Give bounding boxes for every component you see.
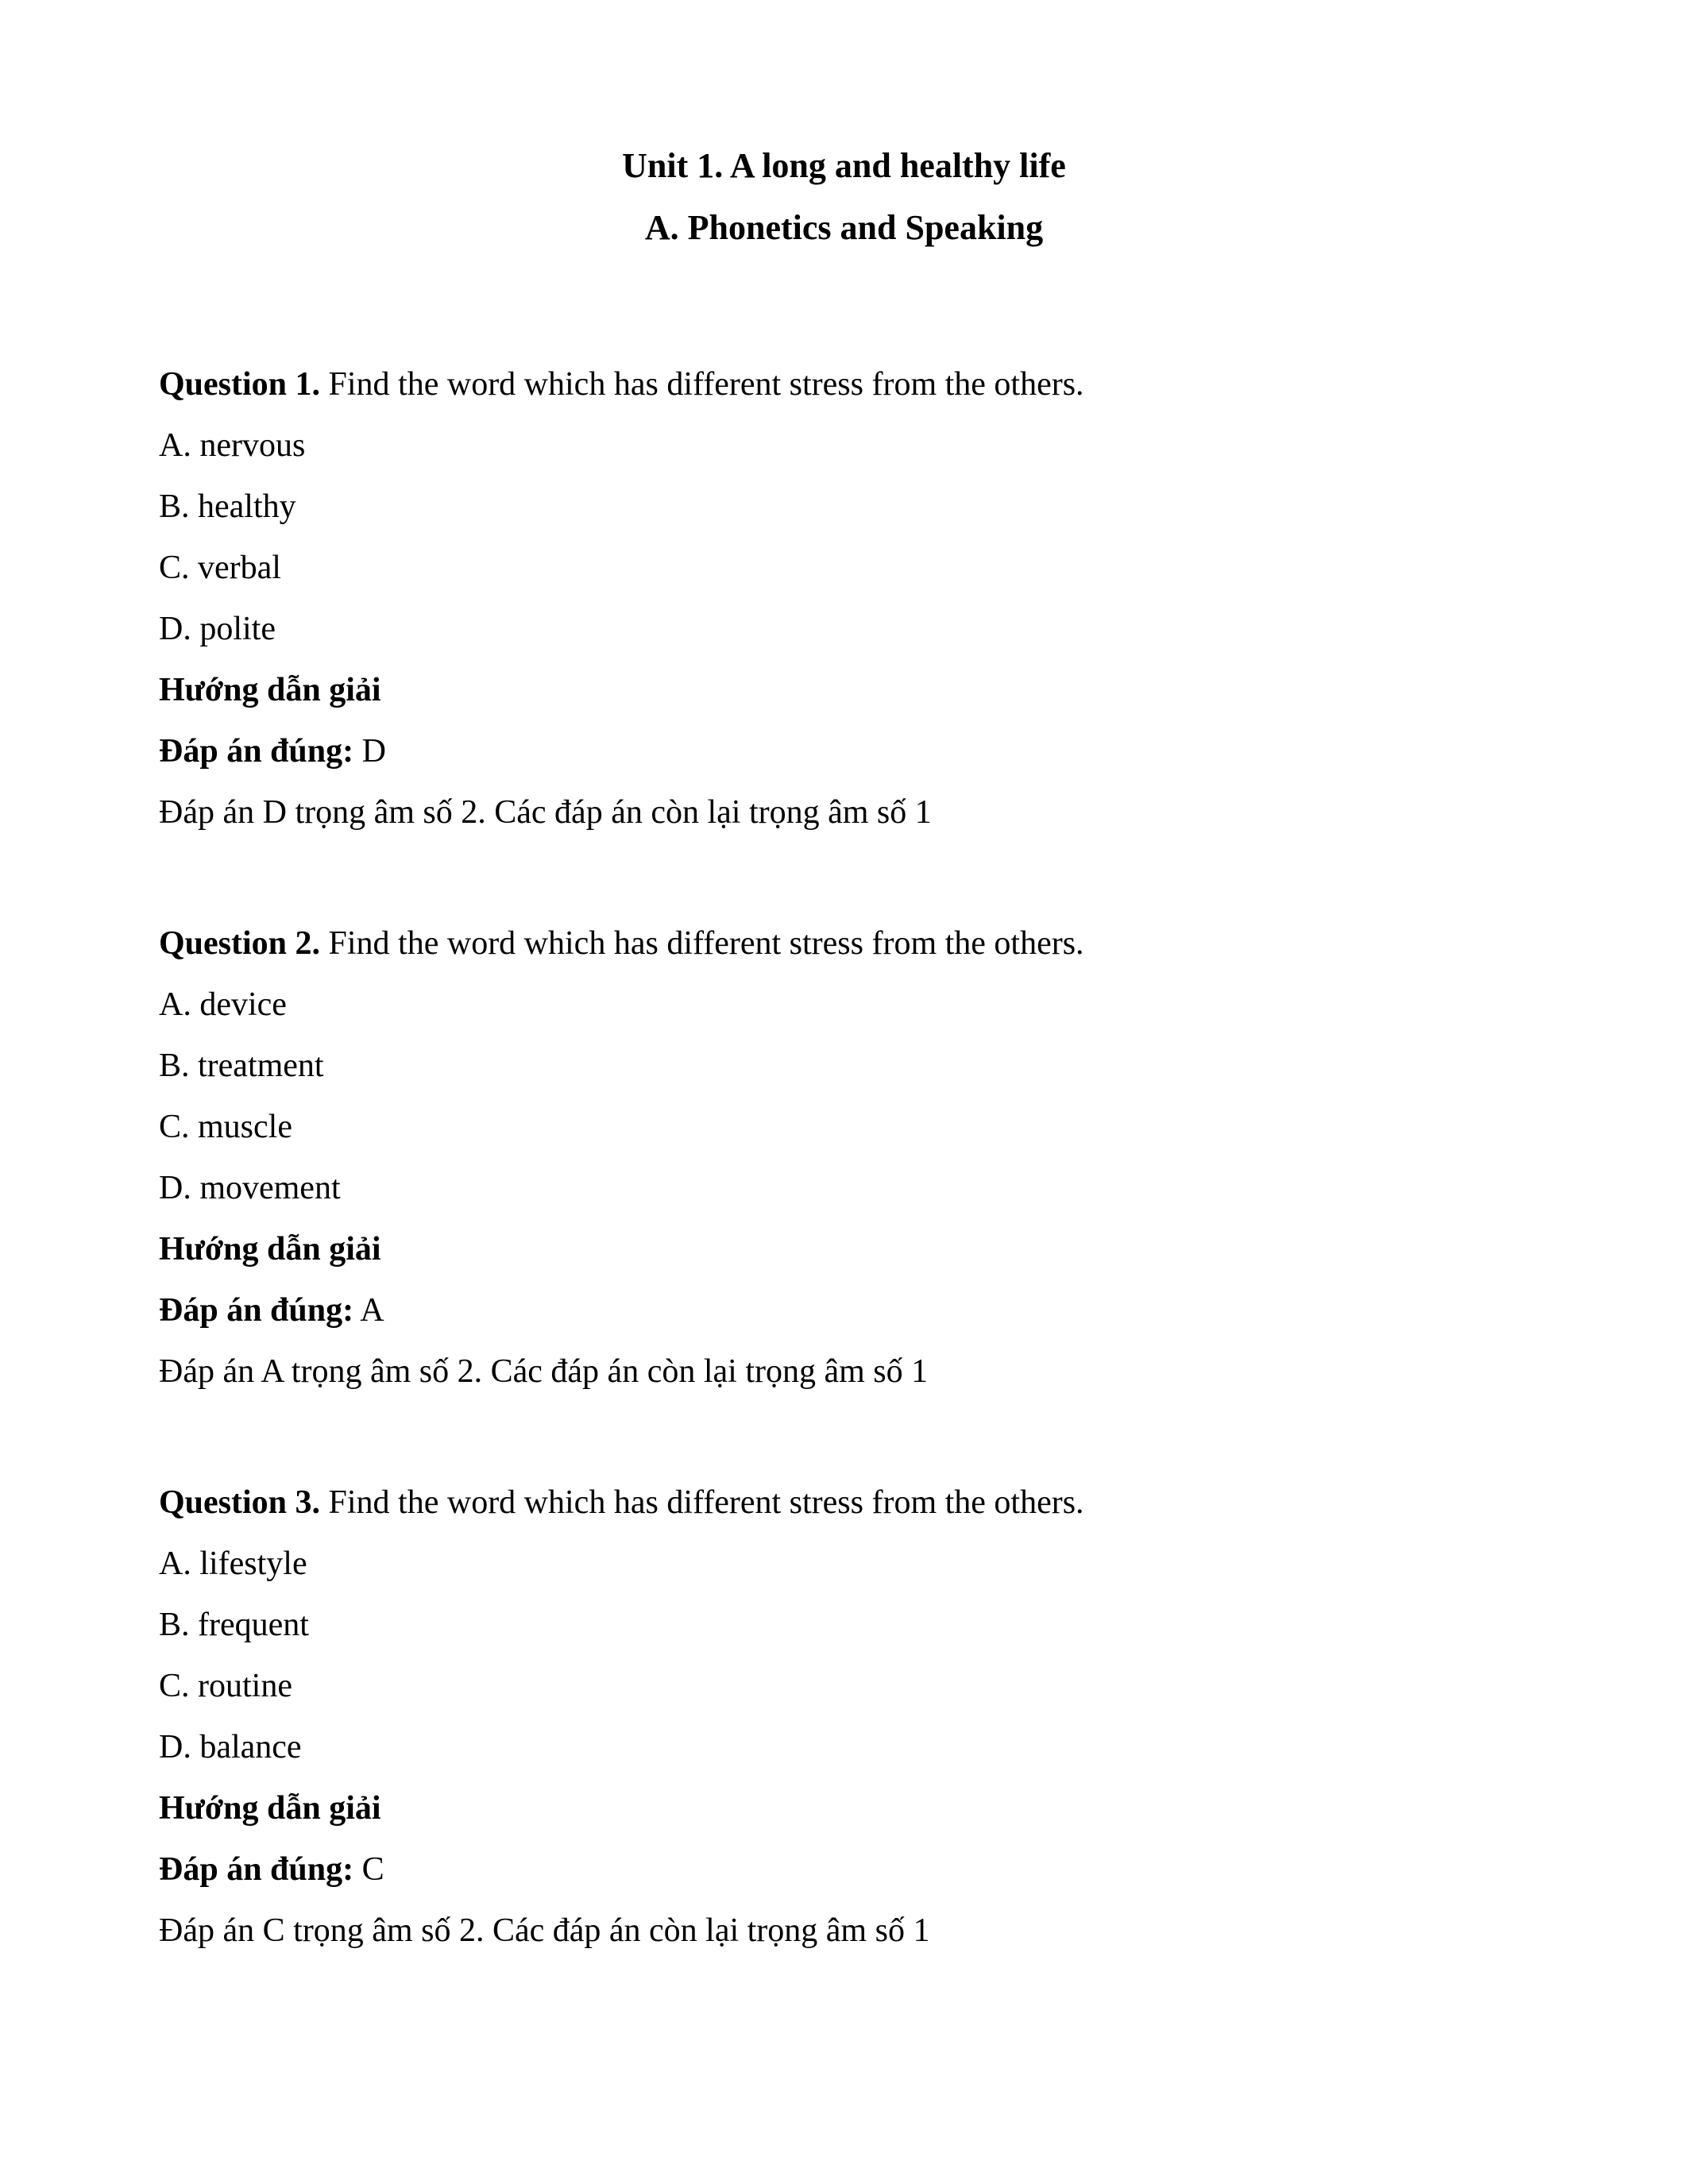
- option-d: D. movement: [159, 1170, 341, 1206]
- option-c: C. verbal: [159, 550, 281, 586]
- question-heading: [159, 354, 1529, 415]
- guide-heading: Hướng dẫn giải: [159, 1231, 381, 1268]
- question-prompt: Find the word which has different stress from the others.: [328, 366, 1084, 403]
- option-a: A. nervous: [159, 427, 306, 464]
- option-a: A. device: [159, 986, 287, 1023]
- answer-line: [159, 1839, 1529, 1900]
- question-prompt: Find the word which has different stress from the others.: [328, 1484, 1084, 1521]
- option-c: C. routine: [159, 1668, 292, 1704]
- answer-label: Đáp án đúng:: [159, 733, 354, 770]
- guide-heading: Hướng dẫn giải: [159, 672, 381, 708]
- question-prompt: Find the word which has different stress from the others.: [328, 925, 1084, 962]
- answer-value: C: [361, 1851, 384, 1888]
- question-block-3: [159, 1472, 1529, 1962]
- question-block-1: [159, 354, 1529, 843]
- answer-explanation: Đáp án A trọng âm số 2. Các đáp án còn lại trọng âm số 1: [159, 1353, 929, 1390]
- question-block-2: [159, 913, 1529, 1403]
- answer-explanation: Đáp án D trọng âm số 2. Các đáp án còn lại trọng âm số 1: [159, 794, 932, 831]
- option-d: D. balance: [159, 1729, 302, 1765]
- answer-explanation: Đáp án C trọng âm số 2. Các đáp án còn lại trọng âm số 1: [159, 1912, 930, 1949]
- option-b: B. treatment: [159, 1048, 324, 1084]
- guide-heading: Hướng dẫn giải: [159, 1790, 381, 1827]
- answer-value: A: [360, 1292, 384, 1329]
- answer-label: Đáp án đúng:: [159, 1292, 354, 1329]
- question-heading: [159, 913, 1529, 974]
- option-d: D. polite: [159, 611, 276, 647]
- answer-line: [159, 721, 1529, 782]
- option-b: B. frequent: [159, 1607, 309, 1643]
- question-heading: [159, 1472, 1529, 1534]
- option-a: A. lifestyle: [159, 1545, 307, 1582]
- option-b: B. healthy: [159, 488, 296, 525]
- question-label: Question 1.: [159, 366, 321, 403]
- question-label: Question 3.: [159, 1484, 321, 1521]
- option-c: C. muscle: [159, 1109, 292, 1145]
- document-subtitle: A. Phonetics and Speaking: [644, 208, 1044, 247]
- answer-value: D: [361, 733, 386, 770]
- answer-line: [159, 1280, 1529, 1341]
- question-label: Question 2.: [159, 925, 321, 962]
- answer-label: Đáp án đúng:: [159, 1851, 354, 1888]
- document-title: Unit 1. A long and healthy life: [622, 146, 1066, 185]
